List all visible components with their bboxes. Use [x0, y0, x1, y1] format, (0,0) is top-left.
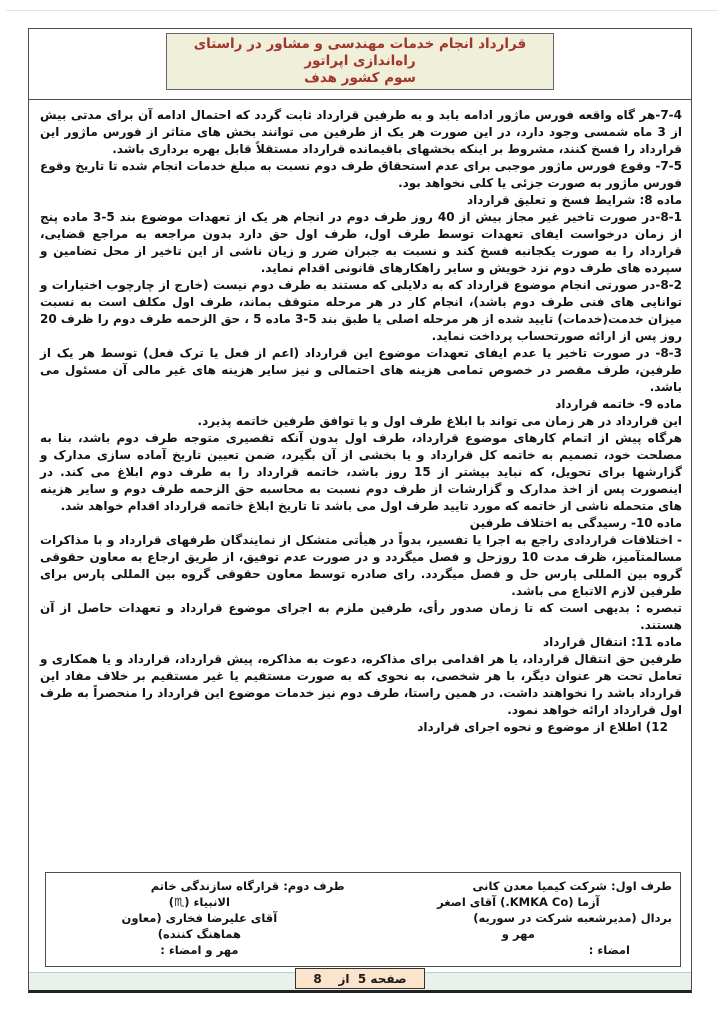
page-number-box: صفحه 5 از 8: [295, 968, 425, 989]
top-hairline: [6, 10, 718, 11]
article-9-intro: این قرارداد در هر زمان می تواند با ابلاغ طرف اول و یا توافق طرفین خاتمه پذیرد.: [197, 414, 682, 428]
party1-signature-line: امضاء :: [588, 943, 630, 957]
party1-role-line: بردال (مدیرشعبه شرکت در سوریه): [473, 911, 672, 925]
contract-title-box: [166, 33, 554, 90]
contract-sheet: [28, 28, 692, 993]
heading-article-8: ماده 8: شرایط فسخ و تعلیق قرارداد: [467, 193, 682, 207]
heading-article-10: ماده 10- رسیدگی به اختلاف طرفین: [469, 516, 682, 530]
clause-7-5: 7-5- وقوع فورس ماژور موجبی برای عدم استحقاق طرف دوم نسبت به مبلغ خدمات انجام شده تا تاریخ وقوع فورس ماژور به صورت جزئی یا کلی نخواهد بود.: [40, 159, 682, 190]
article-10-body: - اختلافات قراردادی راجع به اجرا یا تفسیر، بدواً در هیأتی متشکل از نمایندگان طرفهای قرارداد و با مذاکرات مسالمتآمیز، ظرف مدت 10 روزحل و فصل میگردد و در صورت عدم توفیق، از طریق ارجاع به معاون حقوقی گروه بین المللی پارس حل و فصل میگردد. رای صادره توسط معاون حقوقی گروه بین المللی پارس برای طرفین لازم الاتباع می باشد.: [40, 533, 682, 598]
party1-company-line: آزما (KMKA Co.) آقای اصغر: [437, 895, 600, 909]
party2-name-line: طرف دوم: قرارگاه سازندگی خاتم: [150, 879, 345, 893]
contract-title-line1: قرارداد انجام خدمات مهندسی و مشاور در راستای راه‌اندازی اپراتور: [193, 36, 527, 69]
contract-body: [29, 100, 691, 868]
party2-honorific-line: الانبیاء (♏): [168, 895, 230, 909]
signature-section: [45, 872, 681, 967]
footer-strip: [29, 972, 691, 990]
heading-article-11: ماده 11: انتقال قرارداد: [542, 635, 682, 649]
clause-8-3: 8-3- در صورت تاخیر یا عدم ایفای تعهدات موضوع این قرارداد (اعم از فعل یا ترک فعل) توسط هر یک از طرفین، طرف مقصر در خصوص تمامی هزینه های احتمالی و نیز سایر هزینه های غیر مالی آن مسئول می باشد.: [40, 346, 682, 394]
clause-8-1: 8-1-در صورت تاخیر غیر مجاز بیش از 40 روز طرف دوم در انجام هر یک از تعهدات موضوع بند 5-3 ماده پنج از زمان درخواست ایفای تعهدات توسط طرف اول، طرف اول حق دارد بدون مراجعه به مراجع قضایی، قرارداد را به صورت یکجانبه فسخ کند و نسبت به جبران ضرر و زیان ناشی از این تاخیر از محل تضامین و سپرده های طرف دوم نزد خویش و سایر راهکارهای قانونی اقدام نماید.: [40, 210, 683, 275]
party2-role-line: هماهنگ کننده): [157, 927, 241, 941]
party2-block: [54, 878, 351, 958]
clause-8-2: 8-2-در صورتی انجام موضوع قرارداد که به دلایلی که مستند به طرف دوم نیست (خارج از چارچوب اختیارات و توانایی های فنی طرف دوم باشد)، انجام کار در هر مرحله متوقف بماند، طرف اول مکلف است به نسبت میزان خدمت(خدمات) تایید شده از هر مرحله اصلی یا طبق بند 5-3 ماده 5 ، حق الزحمه طرف دوم را ظرف 20 روز پس از ارائه صورتحساب پرداخت نماید.: [40, 278, 682, 343]
party2-person-line: آقای علیرضا فخاری (معاون: [121, 911, 278, 925]
clause-7-4: 7-4-هر گاه واقعه فورس ماژور ادامه یابد و به طرفین قرارداد ثابت گردد که احتمال ادامه آن برای مدتی بیش از 3 ماه شمسی وجود دارد، در این صورت هر یک از طرفین می توانند بخش های متاثر از فورس ماژور این قرارداد را فسخ کنند، مشروط بر اینکه بخشهای باقیمانده قرارداد مستقلاً قابل بهره برداری باشد.: [40, 108, 682, 156]
article-10-note: تبصره : بدیهی است که تا زمان صدور رأی، طرفین ملزم به اجرای موضوع قرارداد و تعهدات حاصل از آن هستند.: [40, 601, 682, 632]
party1-name-line: طرف اول: شرکت کیمیا معدن کانی: [472, 879, 672, 893]
party1-seal-line: مهر و: [501, 927, 535, 941]
contract-title-line2: سوم کشور هدف: [304, 70, 416, 86]
heading-clause-12: 12) اطلاع از موضوع و نحوه اجرای قرارداد: [417, 720, 668, 734]
article-11-body: طرفین حق انتقال قرارداد، یا هر اقدامی برای مذاکره، دعوت به مذاکره، پیش قرارداد، قرارداد و یا همکاری و تعامل تحت هر عنوان دیگر، با هر شخصی، به نحوی که به صورت مستقیم یا غیر مستقیم بر خلاف مفاد این قرارداد باشد را نخواهند داشت. در همین راستا، طرف دوم نیز خدمات موضوع این قرارداد را منحصراً به طرف اول قرارداد ارائه خواهد نمود.: [40, 652, 682, 717]
party1-block: [351, 878, 672, 958]
party2-signature-line: مهر و امضاء :: [160, 943, 239, 957]
article-9-body: هرگاه پیش از اتمام کارهای موضوع قرارداد، طرف اول بدون آنکه تقصیری متوجه طرف دوم باشد، بنا به مصلحت خود، تصمیم به خاتمه کل قرارداد و یا بخشی از آن بگیرد، ضمن تعیین تاریخ آماده سازی مدارک و گزارشها برای تحویل، که نباید بیشتر از 15 روز باشد، خاتمه قرارداد را به طرف دوم ابلاغ می کند. در اینصورت پس از اخذ مدارک و گزارشات از طرف دوم نسبت به محاسبه حق الزحمه طرف دوم و سایر هزینه های متحمله ناشی از خاتمه که مورد تایید طرف اول می باشد تا تاریخ ابلاغ خاتمه قرارداد اقدام خواهد شد.: [40, 431, 683, 513]
contract-header: [29, 29, 691, 100]
heading-article-9: ماده 9- خاتمه قرارداد: [555, 397, 682, 411]
